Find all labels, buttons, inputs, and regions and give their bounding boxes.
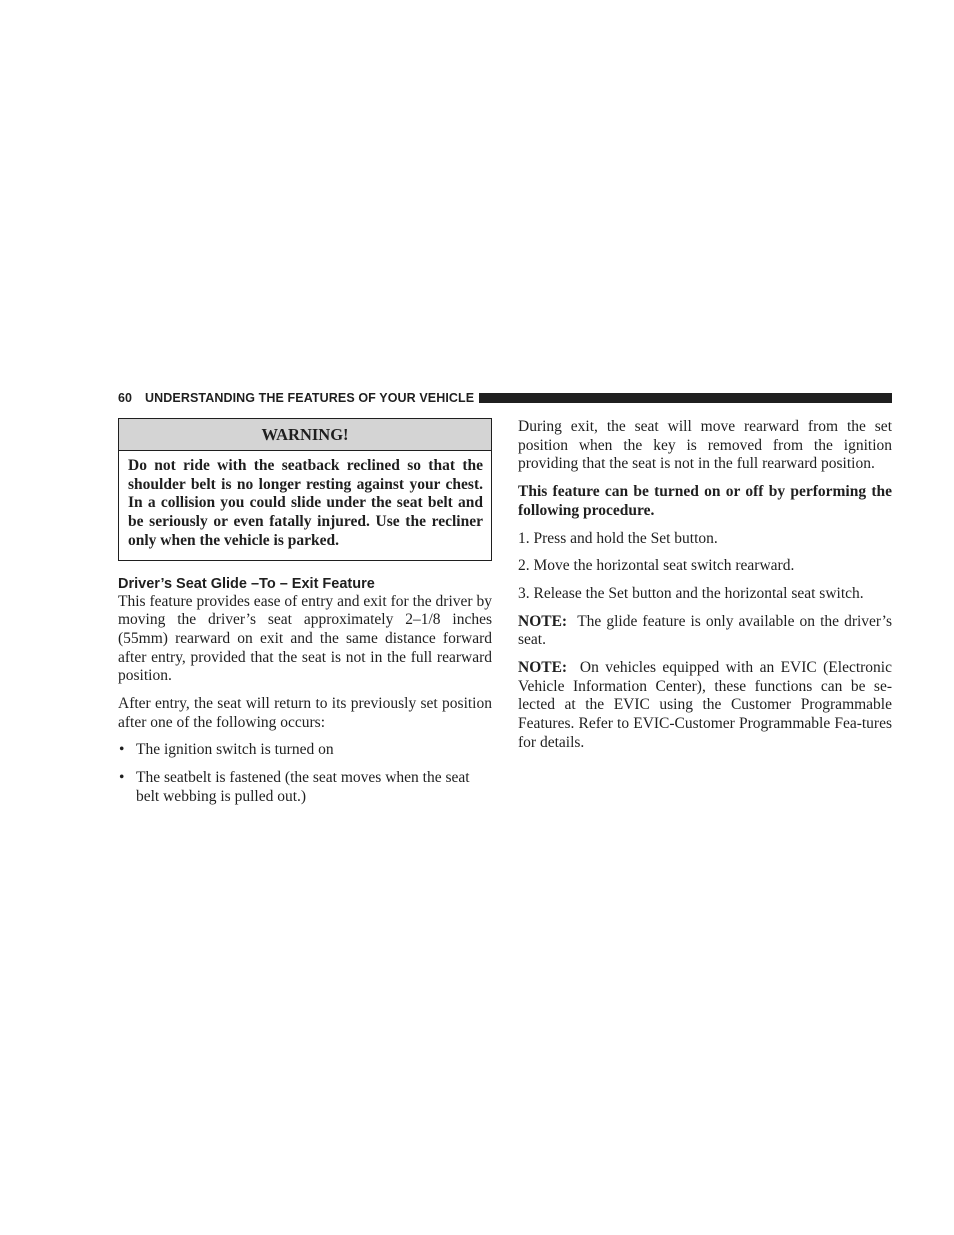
right-column [518, 418, 892, 753]
note-text: The glide feature is only available on the driver’s seat. [518, 612, 892, 649]
list-item-text: The seatbelt is fastened (the seat moves when the seat belt webbing is pulled out.) [136, 769, 470, 805]
note-evic [518, 659, 892, 753]
left-column [118, 418, 492, 807]
bullet-icon: • [119, 769, 125, 787]
procedure-step: 2. Move the horizontal seat switch rearward. [518, 557, 795, 575]
return-conditions-intro: After entry, the seat will return to its previously set position after one of the following occurs: [118, 695, 492, 731]
section-title: UNDERSTANDING THE FEATURES OF YOUR VEHICLE [145, 391, 475, 405]
feature-heading: Driver’s Seat Glide –To – Exit Feature [118, 575, 375, 592]
page-number: 60 [118, 391, 132, 405]
header-rule [479, 393, 892, 403]
procedure-steps [518, 530, 892, 604]
list-item [118, 741, 492, 760]
exit-description: During exit, the seat will move rearward from the set position when the key is removed from the ignition providing that the seat is not in the full rearward position. [518, 418, 892, 473]
warning-box [118, 418, 492, 561]
procedure-step: 1. Press and hold the Set button. [518, 529, 718, 547]
procedure-intro: This feature can be turned on or off by performing the following procedure. [518, 483, 892, 519]
procedure-step: 3. Release the Set button and the horizontal seat switch. [518, 584, 864, 602]
note-text: On vehicles equipped with an EVIC (Electronic Vehicle Information Center), these functions can be se-lected at the EVIC using the Customer Programmable Features. Refer to EVIC-Customer Programmable Fea-tures for details. [518, 659, 892, 751]
list-item-text: The ignition switch is turned on [136, 741, 334, 759]
warning-body: Do not ride with the seatback reclined so that the shoulder belt is no longer resting against your chest. In a collision you could slide under the seat belt and be seriously or even fatally injured. Use the recliner only when the vehicle is parked. [128, 457, 483, 549]
page-header [118, 390, 892, 406]
note-driver-seat [518, 613, 892, 650]
list-item [118, 769, 492, 806]
note-label: NOTE: [518, 659, 568, 677]
bullet-icon: • [119, 741, 125, 759]
note-label: NOTE: [518, 612, 568, 630]
warning-title: WARNING! [119, 419, 491, 451]
feature-description: This feature provides ease of entry and exit for the driver by moving the driver’s seat approximately 2–1/8 inches (55mm) rearward on exit and the same distance forward after entry, provided that the seat is not in the full rearward position. [118, 592, 492, 685]
return-conditions-list [118, 741, 492, 806]
